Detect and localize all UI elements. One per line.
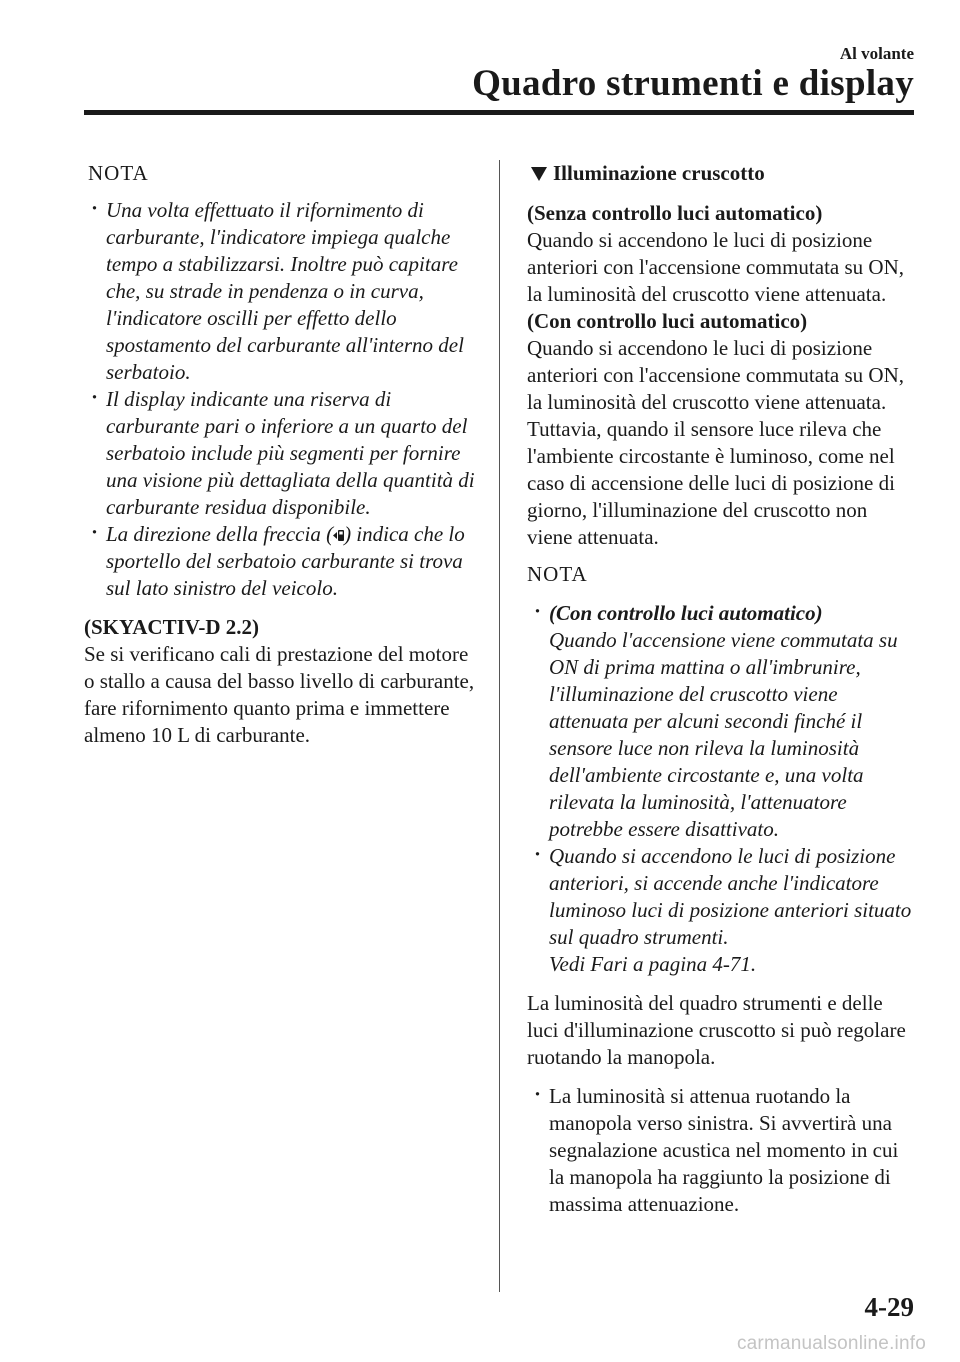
without-auto-heading: (Senza controllo luci automatico) bbox=[527, 201, 823, 225]
section-title-text: Illuminazione cruscotto bbox=[553, 161, 765, 185]
nota-item: · Una volta effettuato il rifornimento di carburante, l'indicatore impiega qualche tempo a stabilizzarsi. Inoltre può capitare che, su strade in pendenza o in curva, l'indicatore oscilli per effetto dello spostamento del carburante all'interno del serbatoio. bbox=[84, 197, 479, 386]
nota-list bbox=[527, 600, 917, 978]
skyactiv-text: Se si verificano cali di prestazione del motore o stallo a causa del basso livello di carburante, fare rifornimento quanto prima e immettere almeno 10 L di carburante. bbox=[84, 642, 475, 747]
column-divider bbox=[499, 160, 500, 1292]
nota-item-text: ) indica che lo sportello del serbatoio carburante si trova sul lato sinistro del veicolo. bbox=[106, 522, 465, 600]
header-section-label: Al volante bbox=[839, 44, 914, 63]
without-auto-text: Quando si accendono le luci di posizione anteriori con l'accensione commutata su ON, la luminosità del cruscotto viene attenuata. bbox=[527, 228, 904, 306]
header-rule bbox=[84, 110, 914, 115]
nota-item-text: La direzione della freccia ( bbox=[106, 522, 334, 546]
nota-item-heading: · (Con controllo luci automatico) bbox=[549, 601, 823, 625]
skyactiv-heading: (SKYACTIV-D 2.2) bbox=[84, 615, 260, 639]
page-number: 4-29 bbox=[864, 1292, 914, 1322]
nota-item-text: · Quando si accendono le luci di posizione anteriori, si accende anche l'indicatore luminoso luci di posizione anteriori situato sul quadro strumenti. bbox=[549, 844, 912, 949]
left-column bbox=[84, 160, 479, 749]
nota-item-text: Quando l'accensione viene commutata su ON di prima mattina o all'imbrunire, l'illuminazione del cruscotto viene attenuata per alcuni secondi finché il sensore luce non rileva la luminosità dell'ambiente circostante e, una volta rilevata la luminosità, l'attenuatore potrebbe essere disattivato. bbox=[549, 628, 898, 841]
brightness-item: · La luminosità si attenua ruotando la manopola verso sinistra. Si avvertirà una segnalazione acustica nel momento in cui la manopola ha raggiunto la posizione di massima attenuazione. bbox=[527, 1083, 917, 1218]
triangle-down-icon bbox=[531, 167, 547, 181]
nota-item bbox=[527, 843, 917, 978]
page-title: Quadro strumenti e display bbox=[472, 63, 914, 104]
right-column bbox=[527, 160, 917, 1218]
brightness-list bbox=[527, 1083, 917, 1218]
nota-list bbox=[84, 197, 479, 602]
brightness-text: La luminosità del quadro strumenti e delle luci d'illuminazione cruscotto si può regolare ruotando la manopola. bbox=[527, 991, 906, 1069]
with-auto-text: Quando si accendono le luci di posizione anteriori con l'accensione commutata su ON, la luminosità del cruscotto viene attenuata. Tuttavia, quando il sensore luce rileva che l'ambiente circostante è luminoso, come nel caso di accensione delle luci di posizione di giorno, l'illuminazione del cruscotto non viene attenuata. bbox=[527, 336, 904, 549]
with-auto-heading: (Con controllo luci automatico) bbox=[527, 309, 808, 333]
nota-item bbox=[527, 600, 917, 843]
watermark: carmanualsonline.info bbox=[736, 1333, 926, 1354]
nota-label: NOTA bbox=[88, 161, 149, 185]
section-title bbox=[531, 160, 917, 187]
nota-label: NOTA bbox=[527, 562, 588, 586]
nota-item-ref: Vedi Fari a pagina 4-71. bbox=[549, 952, 757, 976]
nota-item bbox=[84, 521, 479, 602]
fuel-door-arrow-icon bbox=[333, 529, 344, 542]
nota-item: · Il display indicante una riserva di carburante pari o inferiore a un quarto del serbatoio include più segmenti per fornire una visione più dettagliata della quantità di carburante residua disponibile. bbox=[84, 386, 479, 521]
